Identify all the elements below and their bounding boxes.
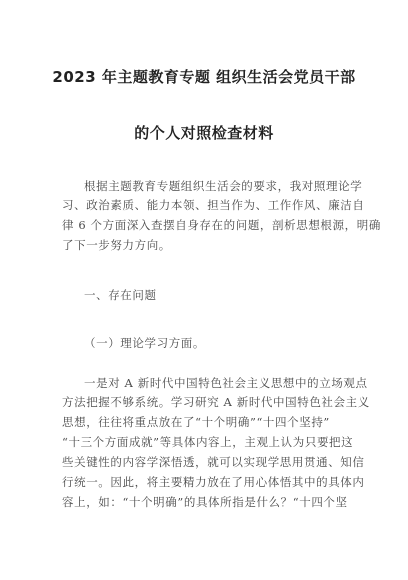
intro-line-3: 律 6 个方面深入查摆自身存在的问题，剖析思想根源，明确 <box>62 218 381 232</box>
intro-line-4: 了下一步努力方向。 <box>62 238 171 252</box>
document-title-line-2: 的个人对照检查材料 <box>134 124 274 142</box>
body-line-7: 容上，如：“十个明确”的具体所指是什么？“十四个坚 <box>62 495 348 509</box>
body-line-4: “十三个方面成就”等具体内容上，主观上认为只要把这 <box>62 435 354 449</box>
body-line-5: 些关键性的内容学深悟透，就可以实现学思用贯通、知信 <box>62 455 365 469</box>
intro-line-1: 根据主题教育专题组织生活会的要求，我对照理论学 <box>84 179 363 193</box>
body-line-1: 一是对 A 新时代中国特色社会主义思想中的立场观点 <box>84 376 368 390</box>
document-title-line-1: 2023 年主题教育专题 组织生活会党员干部 <box>52 68 356 86</box>
body-line-3: 思想，往往将重点放在了“十个明确”“十四个坚持” <box>62 415 330 429</box>
body-line-2: 方法把握不够系统。学习研究 A 新时代中国特色社会主义 <box>62 395 370 409</box>
section-heading: 一、存在问题 <box>84 288 157 302</box>
intro-line-2: 习、政治素质、能力本领、担当作为、工作作风、廉洁自 <box>62 198 365 212</box>
body-line-6: 行统一。因此，将主要精力放在了用心体悟其中的具体内 <box>62 475 365 489</box>
subsection-heading: （一）理论学习方面。 <box>84 336 205 350</box>
